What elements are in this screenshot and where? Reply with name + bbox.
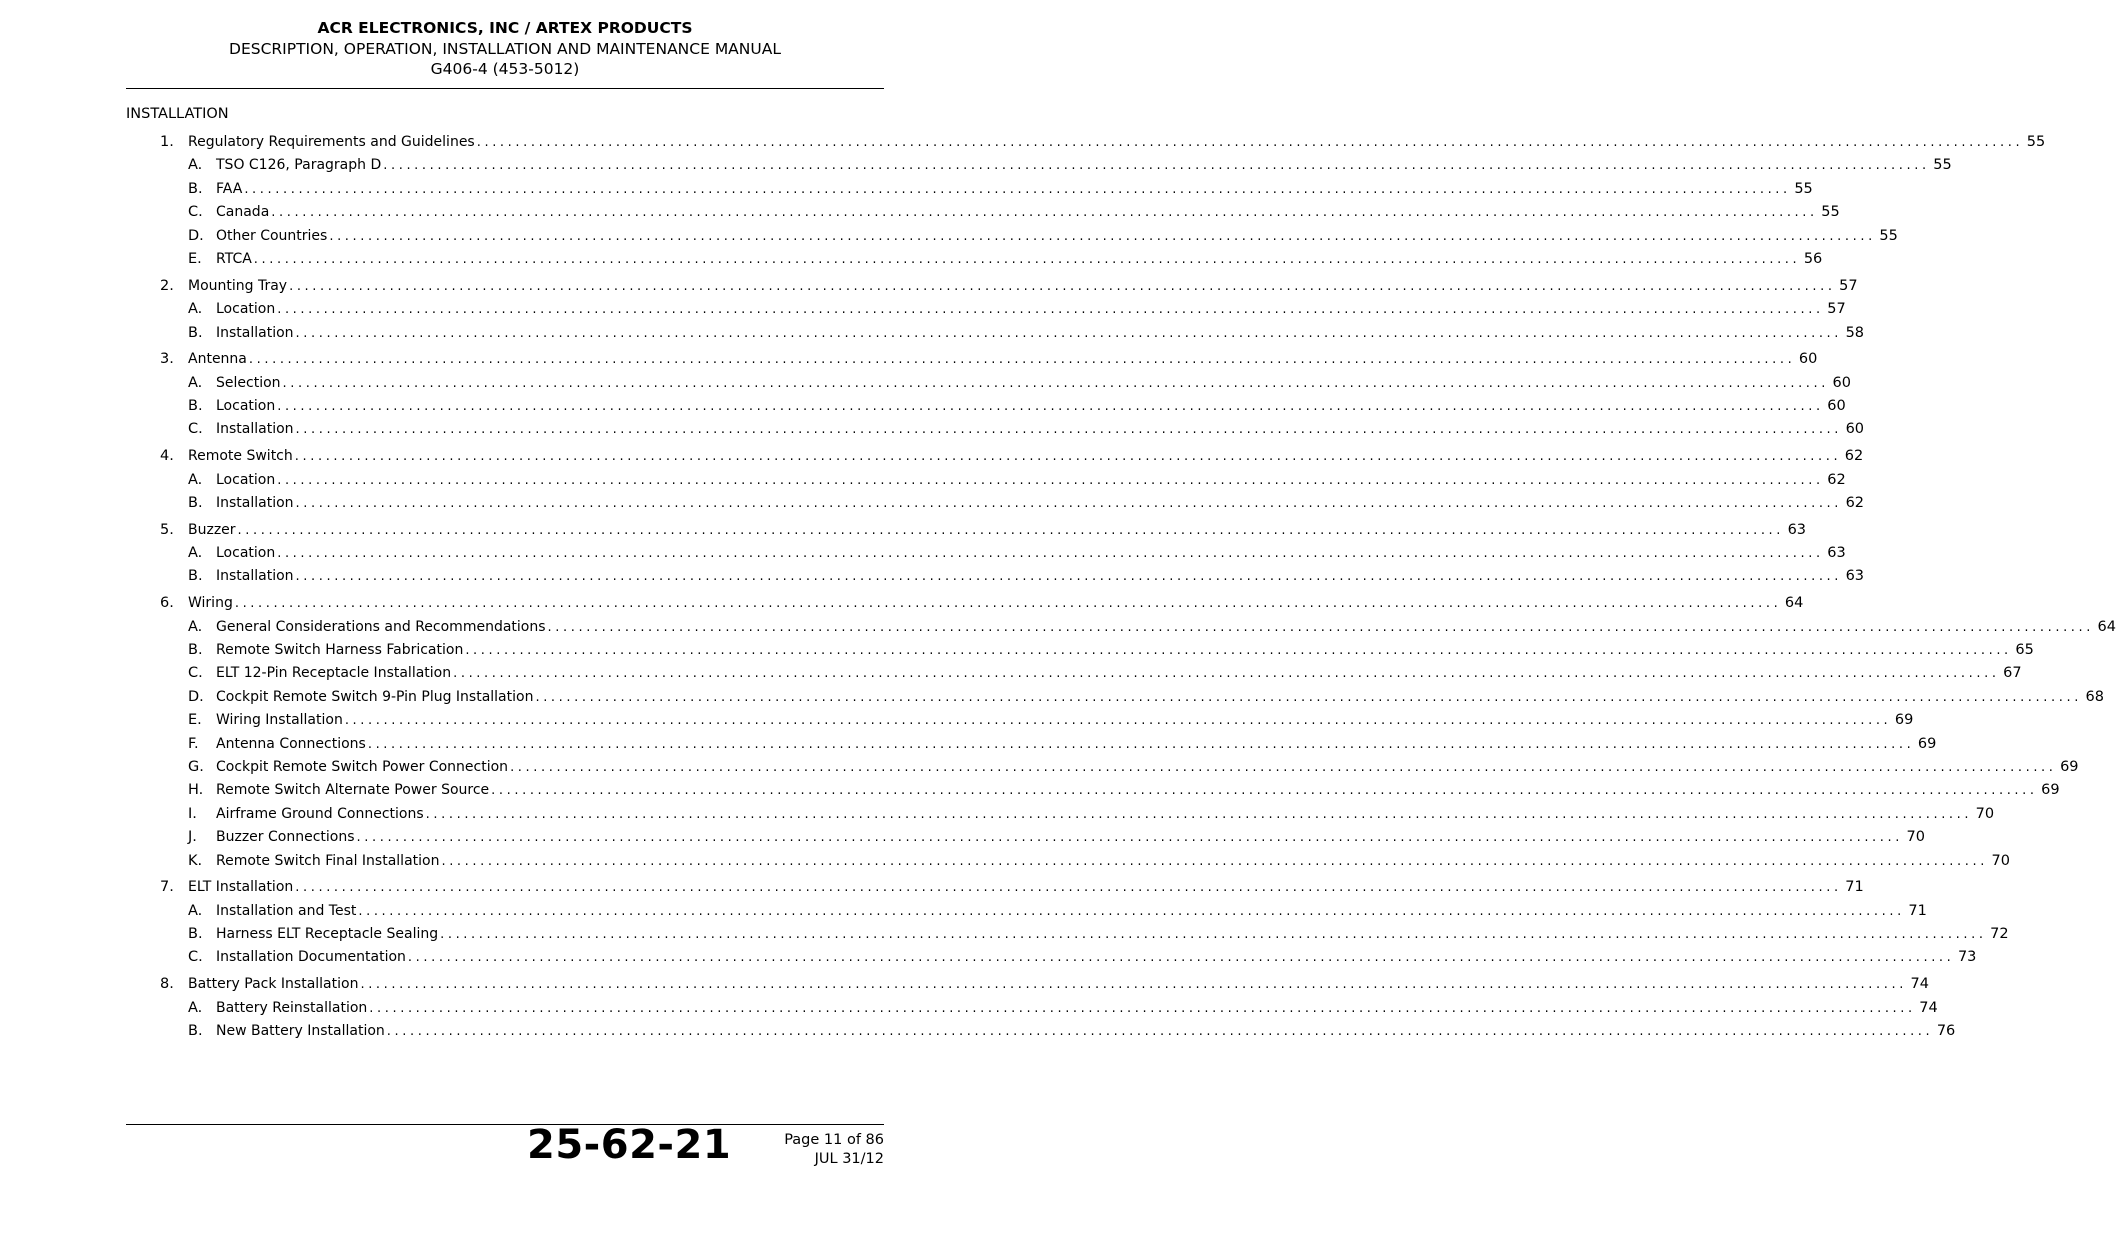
toc-subsection-title: Buzzer Connections [216,829,355,846]
toc-subsection-row[interactable] [188,805,1995,826]
toc-page-number: 71 [1908,902,1927,919]
toc-page-number: 55 [1794,180,1813,197]
toc-subsection-title: Installation Documentation [216,949,406,966]
toc-leader-dots: ........................................................................................................................................................................................................ [295,422,1843,438]
toc-page-number: 64 [2097,618,2116,635]
toc-subsection-row[interactable] [188,180,1813,201]
toc-leader-dots: ........................................................................................................................................................................................................ [234,596,1782,612]
toc-page-number: 57 [1839,277,1858,294]
toc-subsection-row[interactable] [188,374,1851,395]
toc-page-number: 71 [1845,879,1864,896]
toc-leader-dots: ........................................................................................................................................................................................................ [295,325,1843,341]
toc-section-title: ELT Installation [188,879,294,896]
toc-section-number: 7. [160,879,174,896]
toc-subsection-row[interactable] [188,301,1846,321]
toc-subsection-title: Installation and Test [216,902,357,919]
toc-section-row[interactable] [160,134,2046,154]
toc-page-number: 70 [1975,805,1995,822]
toc-leader-dots: ........................................................................................................................................................................................................ [367,736,1915,752]
toc-page-number: 72 [1990,926,2009,942]
toc-leader-dots: ........................................................................................................................................................................................................ [510,759,2057,775]
toc-subsection-letter: F. [188,735,199,752]
toc-subsection-letter: A. [188,374,203,391]
toc-subsection-row[interactable] [188,1022,1956,1043]
toc-subsection-letter: A. [188,471,203,488]
toc-page-number: 60 [1832,374,1851,391]
toc-section-number: 1. [160,134,174,150]
toc-subsection-letter: H. [188,782,204,799]
toc-leader-dots: ........................................................................................................................................................................................................ [535,689,2082,705]
toc-leader-dots: ........................................................................................................................................................................................................ [271,205,1818,221]
toc-subsection-letter: C. [188,665,203,682]
company-name: ACR ELECTRONICS, INC / ARTEX PRODUCTS [317,19,693,37]
manual-title: DESCRIPTION, OPERATION, INSTALLATION AND MAINTENANCE MANUAL [229,39,781,58]
toc-leader-dots: ........................................................................................................................................................................................................ [369,1000,1916,1016]
toc-page-number: 76 [1936,1022,1956,1039]
toc-subsection-title: Other Countries [216,227,328,244]
toc-subsection-title: Remote Switch Final Installation [216,852,440,869]
toc-subsection-letter: C. [188,421,203,438]
toc-leader-dots: ........................................................................................................................................................................................................ [440,927,1987,942]
toc-subsection-title: Cockpit Remote Switch 9-Pin Plug Installation [216,688,534,705]
toc-page-number: 67 [2003,665,2022,682]
toc-subsection-letter: J. [188,829,197,846]
toc-subsection-letter: D. [188,227,204,244]
toc-section-title: Mounting Tray [188,277,288,294]
toc-subsection-letter: B. [188,926,203,942]
toc-subsection-title: Installation [216,421,294,438]
toc-section-row[interactable] [160,879,1864,899]
toc-subsection-row[interactable] [188,999,1938,1020]
toc-section-row[interactable] [160,277,1858,298]
toc-page-number: 74 [1910,976,1929,993]
toc-leader-dots: ........................................................................................................................................................................................................ [547,619,2094,635]
toc-subsection-letter: E. [188,251,202,267]
toc-section-number: 3. [160,351,174,368]
toc-subsection-row[interactable] [188,568,1865,588]
toc-section-number: 5. [160,521,174,538]
toc-leader-dots: ........................................................................................................................................................................................................ [360,977,1907,993]
toc-subsection-letter: A. [188,902,203,919]
toc-subsection-title: Canada [216,204,270,221]
toc-leader-dots: ........................................................................................................................................................................................................ [277,472,1824,488]
toc-subsection-letter: B. [188,398,203,414]
toc-subsection-title: New Battery Installation [216,1022,385,1039]
toc-subsection-title: RTCA [216,251,252,267]
toc-subsection-row[interactable] [188,829,1925,849]
toc-subsection-letter: C. [188,204,203,221]
toc-subsection-title: Remote Switch Alternate Power Source [216,782,490,799]
toc-page-number: 55 [1933,157,1952,174]
toc-page-number: 69 [1894,712,1914,729]
toc-subsection-title: Location [216,398,276,414]
toc-leader-dots: ........................................................................................................................................................................................................ [344,713,1892,729]
toc-page-number: 60 [1798,351,1818,368]
toc-subsection-row[interactable] [188,545,1846,565]
header-divider [126,88,884,89]
toc-subsection-title: Airframe Ground Connections [216,805,424,822]
toc-subsection-row[interactable] [188,641,2034,662]
toc-leader-dots: ........................................................................................................................................................................................................ [453,666,2000,682]
toc-page-number: 60 [1827,398,1846,414]
toc-subsection-row[interactable] [188,398,1846,418]
toc-subsection-title: ELT 12-Pin Receptacle Installation [216,665,452,682]
toc-leader-dots: ........................................................................................................................................................................................................ [356,830,1903,846]
toc-page-number: 63 [1845,568,1865,585]
toc-leader-dots: ........................................................................................................................................................................................................ [386,1023,1934,1039]
toc-page-number: 57 [1827,301,1846,318]
toc-subsection-letter: C. [188,949,203,966]
toc-section-row[interactable] [160,976,1929,996]
toc-subsection-title: Remote Switch Harness Fabrication [216,641,464,658]
toc-subsection-title: Selection [216,374,281,391]
toc-subsection-title: Battery Reinstallation [216,999,368,1016]
toc-section-title: Buzzer [188,521,236,538]
toc-section-row[interactable] [160,448,1864,468]
toc-leader-dots: ........................................................................................................................................................................................................ [289,278,1836,294]
toc-leader-dots: ........................................................................................................................................................................................................ [383,158,1930,174]
toc-page-number: 55 [2026,134,2046,150]
toc-leader-dots: ........................................................................................................................................................................................................ [237,522,1785,538]
toc-section-title: Remote Switch [188,448,293,465]
toc-page-number: 64 [1784,595,1804,612]
toc-subsection-letter: K. [188,852,203,869]
toc-subsection-title: Cockpit Remote Switch Power Connection [216,758,509,775]
document-number: 25-62-21 [527,1122,732,1168]
toc-leader-dots: ........................................................................................................................................................................................................ [441,853,1988,869]
toc-leader-dots: ........................................................................................................................................................................................................ [277,399,1824,414]
toc-page-number: 70 [1906,829,1925,846]
toc-subsection-letter: B. [188,568,203,585]
toc-subsection-title: Location [216,545,276,561]
toc-subsection-row[interactable] [188,926,2009,946]
toc-section-number: 4. [160,448,174,465]
page-info [784,1131,884,1168]
toc-page-number: 70 [1991,852,2010,869]
toc-subsection-title: FAA [216,180,243,197]
toc-leader-dots: ........................................................................................................................................................................................................ [329,228,1876,244]
toc-section-row[interactable] [160,595,1804,615]
toc-subsection-row[interactable] [188,665,2022,685]
toc-subsection-letter: I. [188,805,197,822]
toc-page-number: 69 [2060,758,2079,775]
revision-date: JUL 31/12 [814,1150,884,1167]
toc-subsection-row[interactable] [188,157,1952,177]
toc-subsection-letter: A. [188,999,203,1016]
toc-leader-dots: ........................................................................................................................................................................................................ [425,806,1973,822]
toc-page-number: 68 [2085,688,2104,705]
toc-subsection-row[interactable] [188,852,2010,873]
toc-subsection-letter: D. [188,688,204,705]
toc-subsection-letter: A. [188,301,203,318]
toc-page-number: 73 [1957,949,1977,966]
toc-leader-dots: ........................................................................................................................................................................................................ [465,642,2012,658]
toc-subsection-title: Location [216,301,276,318]
page-number: Page 11 of 86 [784,1132,884,1148]
toc-page-number: 62 [1845,494,1865,511]
toc-leader-dots: ........................................................................................................................................................................................................ [295,880,1842,896]
toc-subsection-title: Antenna Connections [216,735,366,752]
toc-subsection-row[interactable] [188,902,1927,923]
toc-subsection-title: Installation [216,494,294,511]
toc-leader-dots: ........................................................................................................................................................................................................ [277,302,1824,318]
toc-subsection-row[interactable] [188,494,1865,515]
toc-section-title: Wiring [188,595,233,612]
page-header [126,18,884,80]
toc-subsection-letter: B. [188,324,203,341]
toc-subsection-letter: A. [188,545,203,561]
toc-subsection-letter: B. [188,180,203,197]
toc-subsection-row[interactable] [188,782,2060,802]
toc-leader-dots: ........................................................................................................................................................................................................ [358,903,1905,919]
toc-leader-dots: ........................................................................................................................................................................................................ [248,352,1796,368]
toc-subsection-title: Installation [216,568,294,585]
toc-subsection-letter: B. [188,641,203,658]
toc-subsection-letter: A. [188,618,203,635]
toc-subsection-letter: A. [188,157,203,174]
toc-leader-dots: ........................................................................................................................................................................................................ [294,449,1842,465]
toc-subsection-row[interactable] [188,471,1846,492]
toc-subsection-row[interactable] [188,758,2079,779]
toc-subsection-row[interactable] [188,421,1865,441]
toc-section-row[interactable] [160,521,1807,542]
toc-leader-dots: ........................................................................................................................................................................................................ [282,375,1829,391]
toc-subsection-title: General Considerations and Recommendations [216,618,546,635]
toc-page-number: 69 [2041,782,2060,799]
toc-subsection-row[interactable] [188,688,2104,709]
toc-section-number: 8. [160,976,174,993]
toc-subsection-title: Installation [216,324,294,341]
toc-subsection-row[interactable] [188,735,1937,756]
toc-section-title: Battery Pack Installation [188,976,359,993]
toc-section-row[interactable] [160,351,1818,371]
section-title: INSTALLATION [126,106,229,122]
toc-leader-dots: ........................................................................................................................................................................................................ [253,252,1801,267]
toc-subsection-row[interactable] [188,227,1898,248]
toc-page-number: 60 [1845,421,1865,438]
footer-divider [126,1124,884,1125]
toc-subsection-row[interactable] [188,949,1977,969]
toc-subsection-row[interactable] [188,324,1865,345]
toc-page-number: 62 [1844,448,1864,465]
toc-subsection-letter: B. [188,494,203,511]
toc-page-number: 65 [2015,641,2034,658]
toc-section-title: Regulatory Requirements and Guidelines [188,134,475,150]
toc-page-number: 69 [1917,735,1937,752]
toc-page-number: 55 [1821,204,1840,221]
toc-page-number: 63 [1787,521,1807,538]
toc-subsection-row[interactable] [188,618,2116,639]
toc-section-title: Antenna [188,351,247,368]
toc-subsection-letter: G. [188,758,204,775]
toc-leader-dots: ........................................................................................................................................................................................................ [491,783,2038,799]
toc-leader-dots: ........................................................................................................................................................................................................ [295,569,1843,585]
toc-subsection-title: TSO C126, Paragraph D [216,157,382,174]
toc-subsection-row[interactable] [188,251,1823,271]
model-number: G406-4 (453-5012) [430,60,580,78]
toc-subsection-title: Location [216,471,276,488]
toc-leader-dots: ........................................................................................................................................................................................................ [277,546,1824,561]
toc-leader-dots: ........................................................................................................................................................................................................ [295,495,1843,511]
toc-leader-dots: ........................................................................................................................................................................................................ [476,135,2024,150]
toc-leader-dots: ........................................................................................................................................................................................................ [244,181,1791,197]
toc-page-number: 58 [1845,324,1865,341]
toc-page-number: 56 [1803,251,1823,267]
toc-page-number: 55 [1879,227,1898,244]
toc-subsection-row[interactable] [188,204,1840,224]
toc-subsection-title: Harness ELT Receptacle Sealing [216,926,439,942]
toc-page-number: 63 [1827,545,1846,561]
toc-page-number: 62 [1827,471,1846,488]
toc-page-number: 74 [1919,999,1938,1016]
toc-subsection-title: Wiring Installation [216,712,343,729]
toc-subsection-row[interactable] [188,712,1914,732]
toc-subsection-letter: E. [188,712,202,729]
toc-subsection-letter: B. [188,1022,203,1039]
toc-section-number: 6. [160,595,174,612]
toc-section-number: 2. [160,277,174,294]
toc-leader-dots: ........................................................................................................................................................................................................ [407,950,1955,966]
